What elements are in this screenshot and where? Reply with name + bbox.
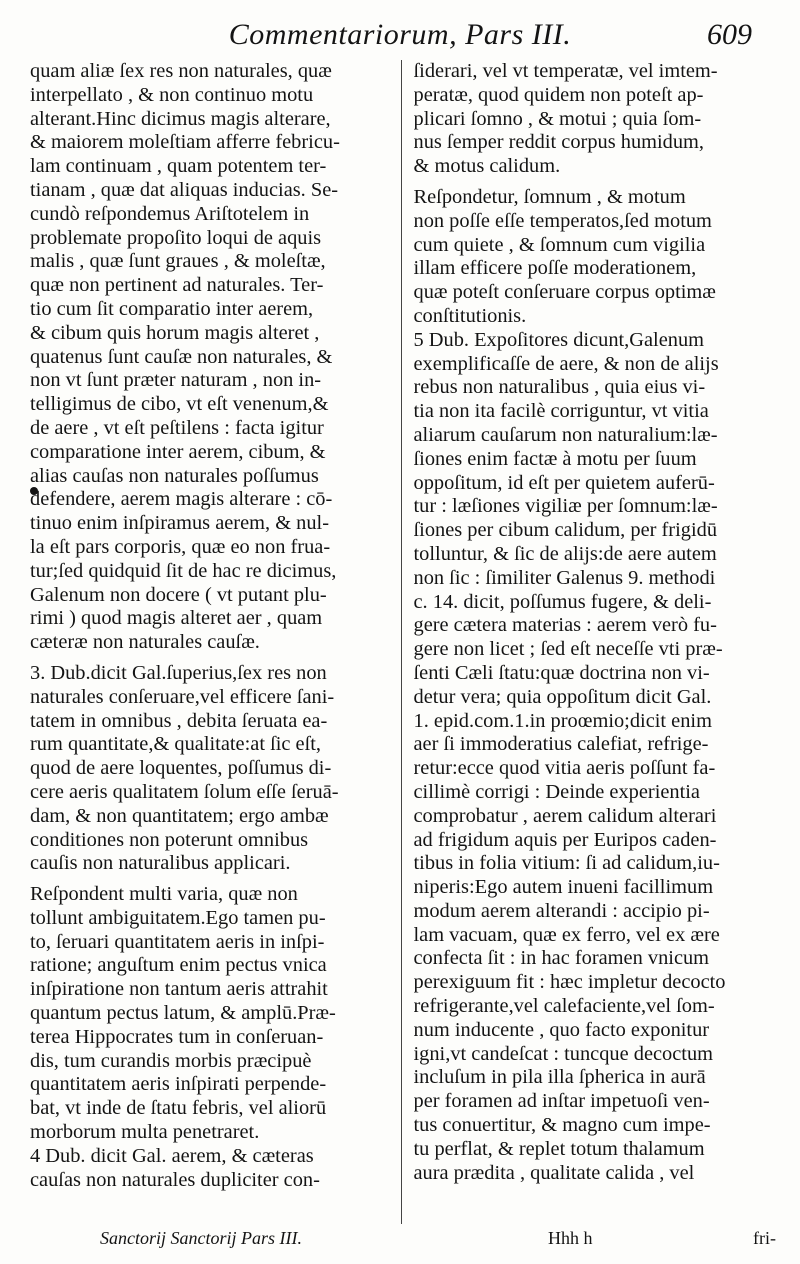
text-line: cæteræ non naturales cauſæ. [30, 631, 260, 654]
text-line: ſiderari, vel vt temperatæ, vel imtem- [413, 60, 718, 82]
text-line: 4 Dub. dicit Gal. aerem, & cæteras [30, 1144, 314, 1167]
text-columns [30, 60, 772, 1224]
text-line: telligimus de cibo, vt eſt venenum,& [30, 393, 329, 416]
text-line: per foramen ad inſtar impetuoſi ven- [413, 1090, 710, 1113]
text-line: tianam , quæ dat aliquas inducias. Se- [30, 178, 339, 201]
catchword: fri- [753, 1228, 776, 1248]
text-line: tu perflat, & replet totum thalamum [413, 1137, 705, 1160]
text-line: 3. Dub.dicit Gal.ſuperius,ſex res non [30, 661, 327, 684]
text-line: comparatione inter aerem, cibum, & [30, 440, 326, 463]
text-line: aura prædita , qualitate calida , vel [413, 1161, 695, 1184]
text-line: problemate propoſito loqui de aquis [30, 226, 322, 249]
text-line: quæ non pertinent ad naturales. Ter- [30, 274, 324, 297]
text-line: alterant.Hinc dicimus magis alterare, [30, 107, 331, 130]
text-line: non vt ſunt præter naturam , non in- [30, 369, 322, 392]
text-line: malis , quæ ſunt graues , & moleſtæ, [30, 250, 326, 273]
text-line: cauſas non naturales dupliciter con- [30, 1168, 320, 1191]
text-line: to, ſeruari quantitatem aeris in inſpi- [30, 930, 325, 953]
text-line: gere non licet ; ſed eſt neceſſe vti præ- [413, 638, 723, 661]
text-line: refrigerante,vel calefaciente,vel ſom- [413, 995, 715, 1018]
text-line: igni,vt candeſcat : tuncque decoctum [413, 1042, 714, 1065]
text-line: tibus in folia vitium: ſi ad calidum,iu- [413, 852, 720, 875]
text-line: cere aeris qualitatem ſolum eſſe ſeruā- [30, 780, 339, 803]
text-line: & maiorem moleſtiam afferre febricu- [30, 131, 340, 154]
text-line: lam vacuam, quæ ex ferro, vel ex ære [413, 923, 720, 946]
text-line: ſiones per cibum calidum, per frigidū [413, 519, 718, 542]
text-line: confecta ſit : in hac foramen vnicum [413, 947, 710, 970]
text-line: ſiones enim factæ à motu per ſuum [413, 447, 697, 470]
text-line: quam aliæ ſex res non naturales, quæ [30, 60, 332, 82]
text-line: cundò reſpondemus Ariſtotelem in [30, 202, 310, 225]
text-line: exemplificaſſe de aere, & non de alijs [413, 352, 719, 375]
text-line: quantitatem aeris inſpirati perpende- [30, 1073, 327, 1096]
text-line: cillimè corrigi : Deinde experientia [413, 780, 700, 803]
text-line: ad frigidum aquis per Euripos caden- [413, 828, 717, 851]
text-line: nus ſemper reddit corpus humidum, [413, 131, 705, 154]
text-line: non ſic : ſimiliter Galenus 9. methodi [413, 566, 716, 589]
text-line: 5 Dub. Expoſitores dicunt,Galenum [413, 328, 705, 351]
page-header [40, 14, 760, 62]
text-line: tus conuertitur, & magno cum impe- [413, 1114, 711, 1137]
text-line: perexiguum fit : hæc impletur decocto [413, 971, 726, 994]
text-line: aliarum cauſarum non naturalium:læ- [413, 423, 718, 446]
text-line: modum aerem alterandi : accipio pi- [413, 899, 710, 922]
text-line: bat, vt inde de ſtatu febris, vel aliorū [30, 1097, 327, 1120]
text-line: alias cauſas non naturales poſſumus [30, 464, 319, 487]
text-line: niperis:Ego autem inueni facillimum [413, 876, 714, 899]
text-line: cauſis non naturalibus applicari. [30, 852, 291, 875]
text-line: peratæ, quod quidem non poteſt ap- [413, 83, 704, 106]
page-number: 609 [707, 18, 752, 51]
paragraph-gap [30, 876, 389, 883]
text-line: rebus non naturalibus , quia eius vi- [413, 376, 706, 399]
text-line: la eſt pars corporis, quæ eo non frua- [30, 535, 331, 558]
text-line: quod de aere loquentes, poſſumus di- [30, 757, 332, 780]
text-line: tia non ita facilè corriguntur, vt vitia [413, 400, 709, 423]
text-line: tio cum ſit comparatio inter aerem, [30, 297, 314, 320]
text-line: de aere , vt eſt peſtilens : facta igitur [30, 416, 324, 439]
text-line: conſtitutionis. [413, 304, 527, 327]
text-line: tur;ſed quidquid ſit de hac re dicimus, [30, 559, 337, 582]
text-line: Galenum non docere ( vt putant plu- [30, 583, 327, 606]
text-line: rimi ) quod magis alteret aer , quam [30, 607, 323, 630]
text-line: Reſpondetur, ſomnum , & motum [413, 185, 686, 208]
text-line: tur : læſiones vigiliæ per ſomnum:læ- [413, 495, 718, 518]
text-line: inſpiratione non tantum aeris attrahit [30, 978, 328, 1001]
text-line: quæ poteſt conſeruare corpus optimæ [413, 281, 716, 304]
paragraph-gap [30, 655, 389, 662]
page-footer [40, 1224, 780, 1254]
text-line: lam continuam , quam potentem ter- [30, 155, 327, 178]
text-line: tollunt ambiguitatem.Ego tamen pu- [30, 906, 326, 929]
text-line: ratione; anguſtum enim pectus vnica [30, 954, 327, 977]
text-line: dis, tum curandis morbis præcipuè [30, 1049, 312, 1072]
text-line: quantum pectus latum, & amplū.Præ- [30, 1002, 336, 1025]
text-line: detur vera; quia oppoſitum dicit Gal. [413, 685, 712, 708]
text-line: rum quantitate,& qualitate:at ſic eſt, [30, 733, 322, 756]
text-line: gere cætera materias : aerem verò fu- [413, 614, 717, 637]
text-line: Reſpondent multi varia, quæ non [30, 883, 298, 906]
left-column [30, 60, 402, 1224]
text-line: quatenus ſunt cauſæ non naturales, & [30, 345, 333, 368]
right-column [402, 60, 773, 1224]
text-line: morborum multa penetraret. [30, 1121, 260, 1144]
text-line: illam efficere poſſe moderationem, [413, 257, 697, 280]
text-line: retur:ecce quod vitia aeris poſſunt fa- [413, 757, 716, 780]
text-line: & cibum quis horum magis alteret , [30, 321, 320, 344]
text-line: dam, & non quantitatem; ergo ambæ [30, 804, 329, 827]
text-line: aer ſi immoderatius calefiat, refrige- [413, 733, 709, 756]
text-line: cum quiete , & ſomnum cum vigilia [413, 233, 706, 256]
signature-mark: Hhh h [548, 1228, 593, 1248]
text-line: tinuo enim inſpiramus aerem, & nul- [30, 512, 329, 535]
running-title: Commentariorum, Pars III. [228, 18, 572, 51]
text-line: non poſſe eſſe temperatos,ſed motum [413, 209, 712, 232]
text-line: incluſum in pila illa ſpherica in aurā [413, 1066, 706, 1089]
text-line: plicari ſomno , & motui ; quia ſom- [413, 107, 702, 130]
paragraph-gap [414, 179, 773, 186]
text-line: comprobatur , aerem calidum alterari [413, 804, 717, 827]
text-line: c. 14. dicit, poſſumus fugere, & deli- [413, 590, 712, 613]
text-line: terea Hippocrates tum in conſeruan- [30, 1025, 324, 1048]
text-line: oppoſitum, id eſt per quietem auferū- [413, 471, 715, 494]
signature-line: Sanctorij Sanctorij Pars III. [100, 1228, 302, 1248]
text-line: ſenti Cæli ſtatu:quæ doctrina non vi- [413, 661, 710, 684]
text-line: & motus calidum. [413, 155, 561, 178]
text-line: tatem in omnibus , debita ſeruata ea- [30, 709, 328, 732]
text-line: tolluntur, & ſic de alijs:de aere autem [413, 542, 717, 565]
text-line: conditiones non poterunt omnibus [30, 828, 309, 851]
text-line: defendere, aerem magis alterare : cō- [30, 488, 333, 511]
text-line: 1. epid.com.1.in proœmio;dicit enim [413, 709, 712, 732]
text-line: naturales conſeruare,vel efficere ſani- [30, 685, 335, 708]
text-line: interpellato , & non continuo motu [30, 83, 314, 106]
text-line: num inducente , quo facto exponitur [413, 1018, 710, 1041]
